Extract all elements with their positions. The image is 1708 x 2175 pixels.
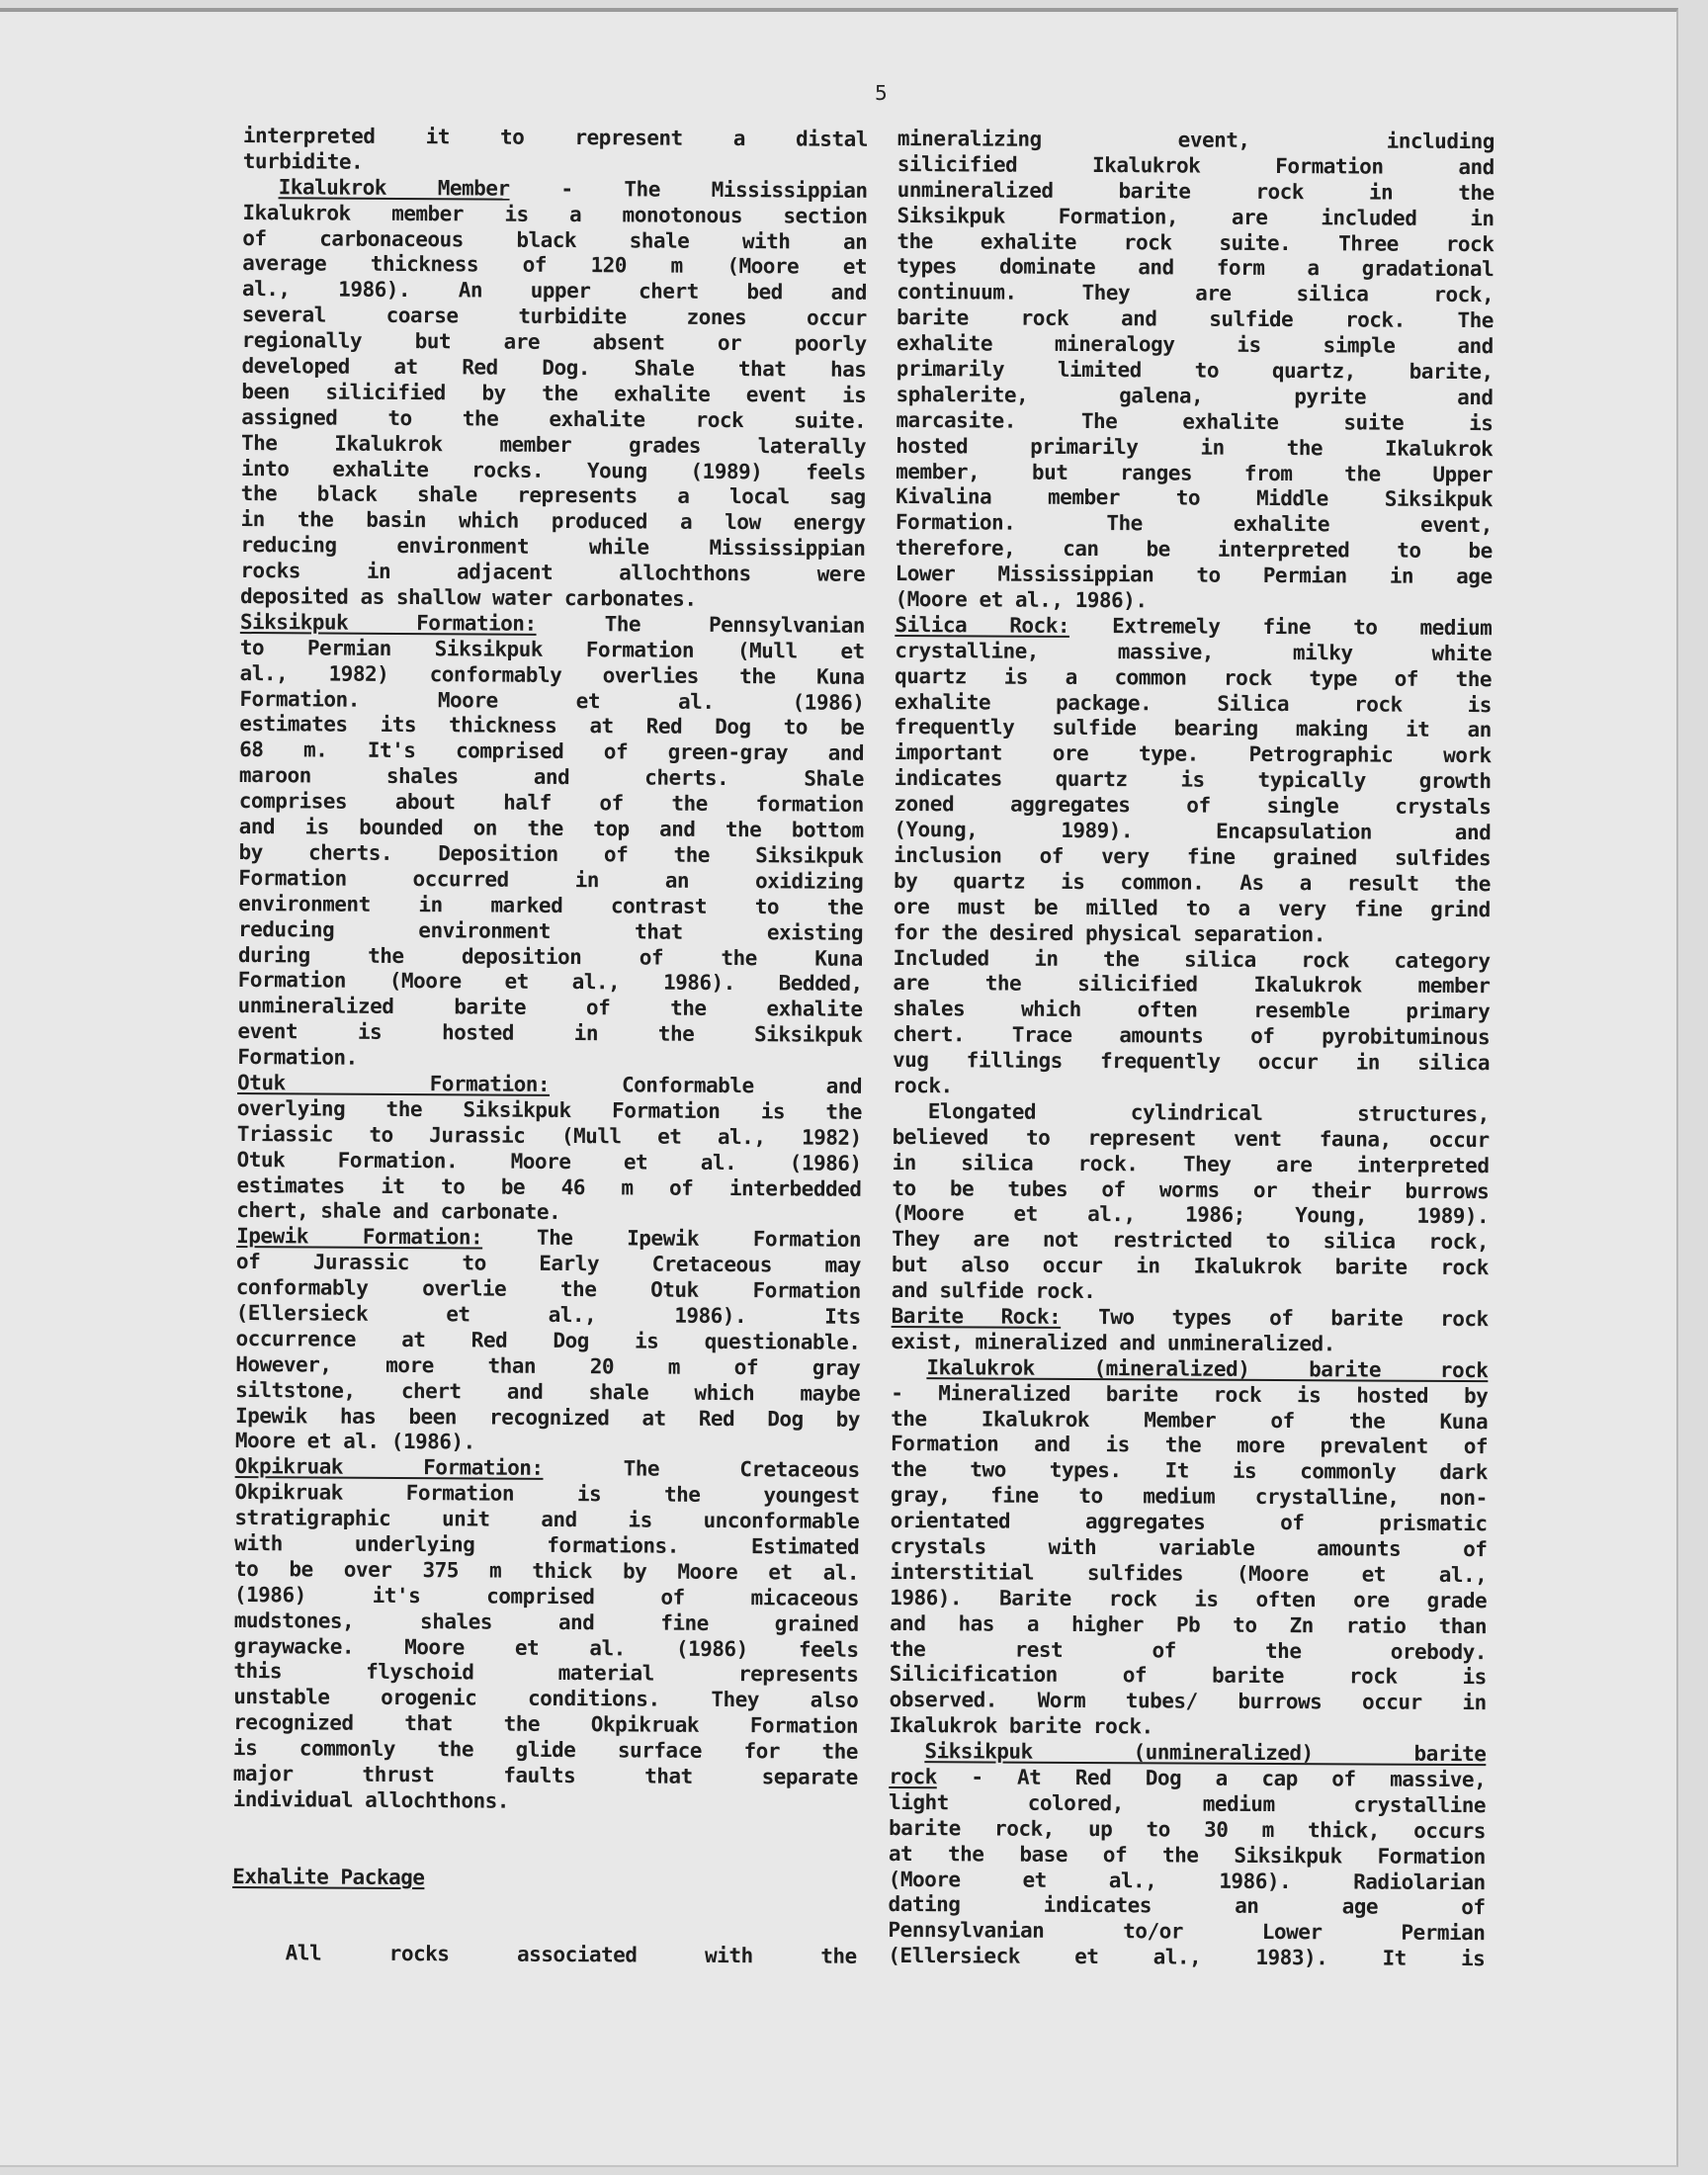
text-line [241,380,866,409]
text-line [237,994,862,1023]
line-text: deposited as shallow water carbonates. [240,584,697,611]
line-text: interstitial sulfides (Moore et al., [890,1559,1488,1588]
line-text: important ore type. Petrographic work [894,740,1492,768]
line-text: the two types. It is commonly dark [890,1457,1488,1485]
heading-line [892,1304,1489,1333]
text-line [896,434,1493,463]
line-text: exist, mineralized and unmineralized. [891,1329,1335,1356]
line-text: turbidite. [242,148,364,174]
line-text: into exhalite rocks. Young (1989) feels [240,456,866,484]
exhalite-package-heading [232,1865,857,1894]
line-text: Two types of barite rock [1061,1304,1489,1332]
line-text: been silicified by the exhalite event is [241,379,867,407]
blank-line [232,1915,857,1945]
text-line [893,997,1490,1025]
line-text: to Permian Siksikpuk Formation (Mull et [239,635,865,663]
line-text: Moore et al. (1986). [234,1429,475,1454]
line-text: hosted primarily in the Ikalukrok [896,433,1494,461]
text-line [895,740,1492,769]
text-line [897,383,1494,411]
text-line [894,818,1491,846]
text-line [239,789,864,819]
line-text: therefore, can be interpreted to be [895,536,1493,564]
text-line [895,715,1492,743]
line-text: conformably overlie the Otuk Formation [235,1275,861,1303]
text-line [890,1611,1487,1640]
section-heading: Silica Rock: [895,612,1070,638]
text-line [895,690,1492,719]
line-text: - At Red Dog a cap of massive, [936,1765,1487,1792]
line-text: rock. [892,1073,953,1098]
text-line [238,866,863,896]
text-line [242,201,867,230]
text-line [891,1381,1488,1410]
line-text: Lower Mississippian to Permian in age [895,562,1493,589]
text-line [896,510,1493,539]
text-line [240,636,865,665]
line-text: member, but ranges from the Upper [896,459,1494,486]
line-text: They are not restricted to silica rock, [892,1227,1490,1255]
text-line [234,1609,859,1638]
line-text: but also occur in Ikalukrok barite rock [891,1253,1490,1280]
line-text: are the silicified Ikalukrok member [893,971,1491,999]
text-line [233,1659,858,1689]
text-line [238,942,863,972]
text-line [890,1586,1487,1614]
line-text: Otuk Formation. Moore et al. (1986) [236,1147,862,1175]
line-text: to be over 375 m thick by Moore et al. [233,1556,860,1585]
line-text: Included in the silica rock category [893,945,1491,973]
line-text: is commonly the glide surface for the [232,1736,859,1764]
line-text: assigned to the exhalite rock suite. [241,404,867,433]
line-text: shales which often resemble primary [893,997,1491,1024]
line-text: The Ikalukrok member grades laterally [240,430,867,459]
text-line [233,1710,858,1740]
line-text: the black shale represents a local sag [240,481,866,510]
text-line [896,460,1493,488]
text-line [233,1685,858,1714]
line-text: al., 1982) conformably overlies the Kuna [239,660,865,689]
text-line [893,1099,1490,1128]
line-text: (Ellersieck et al., 1986). Its [235,1300,861,1329]
line-text: with underlying formations. Estimated [234,1530,860,1559]
text-line [889,1842,1486,1870]
text-line [897,229,1494,258]
text-line [235,1352,860,1382]
section-heading: rock [889,1764,937,1789]
text-line [242,251,867,281]
line-text: Formation (Moore et al., 1986). Bedded, [237,968,863,997]
text-line [895,664,1492,693]
line-text: Kivalina member to Middle Siksikpuk [895,484,1494,512]
line-text: silicified Ikalukrok Formation and [897,151,1494,180]
text-line [889,1713,1486,1742]
line-text: vug fillings frequently occur in silica [892,1048,1491,1076]
text-line [235,1404,860,1434]
text-line [237,1019,862,1049]
line-text: the Ikalukrok Member of the Kuna [891,1406,1489,1434]
line-text: chert, shale and carbonate. [236,1198,561,1225]
text-line [893,971,1490,1000]
text-line [897,357,1494,386]
line-text: developed at Red Dog. Shale that has [241,354,867,382]
text-line [895,587,1492,616]
text-line [897,152,1494,181]
text-line [237,1122,862,1152]
text-line [896,536,1493,565]
line-text: ore must be milled to a very fine grind [893,894,1491,921]
section-heading: Ikalukrok (mineralized) barite rock [926,1354,1489,1382]
line-text: barite rock, up to 30 m thick, occurs [888,1815,1487,1843]
line-text: regionally but are absent or poorly [241,328,867,356]
line-text: indicates quartz is typically growth [894,766,1492,794]
text-line [237,1096,862,1126]
text-line [240,533,865,563]
line-text: reducing environment that existing [237,916,864,945]
text-line [894,920,1491,949]
text-line [235,1429,860,1458]
scanned-page [0,8,1678,2167]
text-line [239,712,864,741]
text-line [897,331,1494,360]
line-text: However, more than 20 m of gray [235,1351,861,1380]
line-text: (Young, 1989). Encapsulation and [894,818,1492,845]
text-line [895,639,1492,667]
text-line [242,303,867,332]
text-line [897,204,1494,232]
line-text: crystalline, massive, milky white [895,638,1493,665]
line-text: occurrence at Red Dog is questionable. [235,1326,861,1354]
line-text: Siksikpuk Formation, are included in [897,203,1494,230]
line-text: (1986) it's comprised of micaceous [233,1582,859,1610]
text-line [894,895,1491,923]
line-text: event is hosted in the Siksikpuk [237,1019,863,1048]
text-line [232,1941,857,1970]
text-line [893,1074,1490,1102]
blank-line [232,1889,857,1919]
text-line [892,1227,1489,1256]
line-text: of carbonaceous black shale with an [242,225,868,254]
section-heading: Ikalukrok Member [278,175,510,201]
text-line [897,127,1494,155]
line-text: maroon shales and cherts. Shale [238,763,865,792]
heading-line [891,1355,1488,1384]
line-text: observed. Worm tubes/ burrows occur in [889,1688,1487,1715]
line-text: overlying the Siksikpuk Formation is the [236,1095,862,1124]
text-line [894,869,1491,898]
text-line [236,1275,861,1305]
blank-line [232,1839,857,1869]
text-line [241,405,866,435]
section-heading: Exhalite Package [232,1864,425,1889]
line-text: (Moore et al., 1986). Radiolarian [888,1867,1486,1894]
text-line [239,687,864,717]
line-text: orientated aggregates of prismatic [890,1509,1488,1536]
text-line [889,1816,1486,1845]
line-text: gray, fine to medium crystalline, non- [890,1483,1488,1511]
line-text: types dominate and form a gradational [897,254,1494,282]
text-line [242,328,867,358]
text-line [892,1151,1489,1179]
page-number: 5 [875,81,888,105]
text-line [238,892,863,921]
section-heading: Barite Rock: [891,1303,1062,1329]
text-line [241,457,866,486]
text-line [238,840,863,870]
line-text: Conformable and [549,1072,863,1098]
heading-line [895,613,1492,642]
text-line [242,226,867,256]
line-text: - The Mississippian [509,176,868,203]
text-line [897,280,1494,308]
line-text: The Pennsylvanian [536,611,865,638]
line-text: Pennsylvanian to/or Lower Permian [888,1918,1486,1946]
line-text: quartz is a common rock type of the [895,663,1493,691]
section-heading: Okpikruak Formation: [234,1454,544,1481]
text-line [891,1457,1488,1486]
text-line [890,1560,1487,1589]
line-text: zoned aggregates of single crystals [894,792,1492,820]
line-text: and is bounded on the top and the bottom [238,815,864,842]
text-line [890,1637,1487,1666]
text-line [239,815,864,844]
text-line [235,1378,860,1408]
text-line [234,1557,859,1587]
text-line [894,945,1491,974]
line-text: al., 1986). An upper chert bed and [241,277,868,305]
text-line [892,1176,1489,1205]
text-line [233,1736,858,1766]
section-heading: Siksikpuk Formation: [239,609,537,636]
line-text: dating indicates an age of [888,1892,1486,1920]
text-line [235,1327,860,1356]
line-text: siltstone, chert and shale which maybe [235,1377,861,1406]
heading-line [889,1739,1486,1768]
text-line [891,1330,1488,1358]
line-text: Ipewik has been recognized at Red Dog by [234,1403,861,1432]
line-text: by cherts. Deposition of the Siksikpuk [238,839,864,868]
line-text: Triassic to Jurassic (Mull et al., 1982) [236,1121,862,1150]
line-text: Extremely fine to medium [1068,613,1493,641]
line-text: (Ellersieck et al., 1983). It is [888,1944,1486,1971]
line-text: unstable orogenic conditions. They also [233,1685,859,1713]
line-text: reducing environment while Mississippian [240,533,866,562]
section-heading: Siksikpuk (unmineralized) barite [924,1739,1487,1767]
text-line [241,354,866,384]
line-text: mineralizing event, including [897,127,1494,154]
text-line [894,766,1491,795]
line-text: chert. Trace amounts of pyrobituminous [893,1022,1491,1050]
line-text: Formation and is the more prevalent of [890,1432,1489,1459]
line-text: exhalite mineralogy is simple and [896,331,1494,359]
text-line [233,1762,858,1791]
line-text: estimates it to be 46 m of interbedded [236,1173,862,1201]
text-line [240,584,865,614]
line-text: recognized that the Okpikruak Formation [233,1710,859,1739]
line-text: mudstones, shales and fine grained [233,1608,859,1636]
heading-line [237,1071,862,1100]
text-line [888,1944,1485,1972]
text-line [891,1509,1488,1537]
line-text: (Moore et al., 1986; Young, 1989). [892,1201,1490,1229]
blank-line [232,1813,857,1843]
text-line [237,1148,862,1177]
line-text: at the base of the Siksikpuk Formation [888,1841,1486,1869]
text-line [238,917,863,947]
line-text: to be tubes of worms or their burrows [892,1175,1490,1203]
line-text: The Ipewik Formation [482,1225,862,1253]
heading-line [240,610,865,640]
text-line [891,1407,1488,1436]
text-line [893,1125,1490,1154]
text-line [234,1583,859,1612]
text-line [234,1531,859,1561]
line-text: Formation. [237,1045,358,1070]
text-line [889,1892,1486,1921]
text-line [242,277,867,306]
line-text: Okpikruak Formation is the youngest [234,1480,860,1509]
line-text: Formation. Moore et al. (1986) [239,686,865,715]
section-heading: Ipewik Formation: [236,1224,483,1250]
line-text: unmineralized barite of the exhalite [237,994,863,1022]
heading-line [243,175,868,205]
line-text: average thickness of 120 m (Moore et [242,251,868,280]
text-line [893,1048,1490,1077]
line-text: inclusion of very fine grained sulfides [894,842,1492,871]
text-line [240,507,865,537]
text-line [890,1534,1487,1563]
text-line [891,1483,1488,1512]
text-line [236,1301,861,1331]
text-line [889,1868,1486,1896]
line-text: several coarse turbidite zones occur [241,303,867,331]
line-text: individual allochthons. [232,1786,510,1813]
text-line [893,1022,1490,1051]
line-text: rocks in adjacent allochthons were [240,559,866,586]
text-line [888,1918,1485,1947]
line-text: Formation. The exhalite event, [895,510,1493,538]
text-line [894,792,1491,821]
section-heading: Otuk Formation: [237,1070,551,1096]
text-line [241,481,866,511]
right-column [888,127,1494,1972]
line-text: for the desired physical separation. [893,919,1325,946]
line-text: - Mineralized barite rock is hosted by [891,1380,1489,1408]
line-text: frequently sulfide bearing making it an [894,715,1492,742]
line-text: Silicification of barite rock is [889,1662,1487,1690]
line-text: unmineralized barite rock in the [897,177,1494,205]
text-line [897,178,1494,207]
text-line [240,661,865,691]
text-line [896,408,1493,437]
text-line [237,1045,862,1075]
text-line [897,254,1494,283]
text-line [896,562,1493,590]
heading-line [235,1454,860,1484]
text-line [236,1250,861,1279]
text-line [890,1662,1487,1691]
text-line [892,1201,1489,1230]
text-line [240,559,865,588]
line-text: continuum. They are silica rock, [897,280,1494,307]
line-text: (Moore et al., 1986). [895,587,1148,613]
left-column [232,124,868,1970]
text-line [897,305,1494,334]
line-text: comprises about half of the formation [238,789,864,818]
text-line [243,149,868,179]
line-text: exhalite package. Silica rock is [894,689,1493,717]
line-text: marcasite. The exhalite suite is [896,407,1494,435]
line-text: major thrust faults that separate [232,1761,858,1789]
text-line [891,1432,1488,1460]
line-text: graywacke. Moore et al. (1986) feels [233,1633,859,1662]
line-text: this flyschoid material represents [233,1659,859,1688]
line-text: barite rock and sulfide rock. The [896,305,1494,333]
line-text: sphalerite, galena, pyrite and [896,382,1494,410]
line-text: by quartz is common. As a result the [893,868,1492,896]
text-line [239,738,864,767]
line-text: during the deposition of the Kuna [237,942,863,971]
text-line [896,484,1493,513]
line-text: Elongated cylindrical structures, [927,1099,1490,1126]
text-line [243,124,868,153]
heading-line [889,1765,1486,1793]
text-line [889,1790,1486,1819]
line-text: and has a higher Pb to Zn ratio than [890,1610,1488,1638]
line-text: light colored, medium crystalline [889,1789,1487,1818]
text-line [233,1787,858,1817]
text-line [241,431,866,461]
text-line [234,1634,859,1664]
line-text: interpreted it to represent a distal [242,124,868,151]
line-text: The Cretaceous [543,1456,860,1483]
line-text: the rest of the orebody. [889,1636,1487,1664]
text-line [236,1173,861,1202]
line-text: Formation occurred in an oxidizing [238,865,864,894]
text-line [239,763,864,793]
text-line [236,1198,861,1228]
line-text: stratigraphic unit and is unconformable [234,1506,860,1533]
text-line [894,843,1491,872]
line-text: Ikalukrok barite rock. [889,1713,1153,1739]
line-text: the exhalite rock suite. Three rock [897,228,1494,256]
text-line [892,1253,1489,1281]
line-text: estimates its thickness at Red Dog to be [239,712,865,740]
line-text: Ikalukrok member is a monotonous section [242,200,868,228]
line-text: 1986). Barite rock is often ore grade [890,1585,1488,1612]
text-line [234,1480,859,1510]
line-text: 68 m. It's comprised of green-gray and [239,738,865,766]
text-line [890,1688,1487,1716]
line-text: environment in marked contrast to the [238,891,864,919]
line-text: believed to represent vent fauna, occur [892,1124,1490,1152]
text-line [234,1506,859,1535]
text-line [238,968,863,998]
text-line [892,1278,1489,1307]
line-text: All rocks associated with the [285,1941,857,1969]
line-text: and sulfide rock. [891,1278,1096,1304]
line-text: in the basin which produced a low energy [240,507,866,536]
line-text: primarily limited to quartz, barite, [896,357,1494,385]
line-text: crystals with variable amounts of [890,1533,1488,1562]
heading-line [236,1224,861,1254]
line-text: in silica rock. They are interpreted [892,1150,1490,1177]
line-text: of Jurassic to Early Cretaceous may [235,1250,862,1278]
